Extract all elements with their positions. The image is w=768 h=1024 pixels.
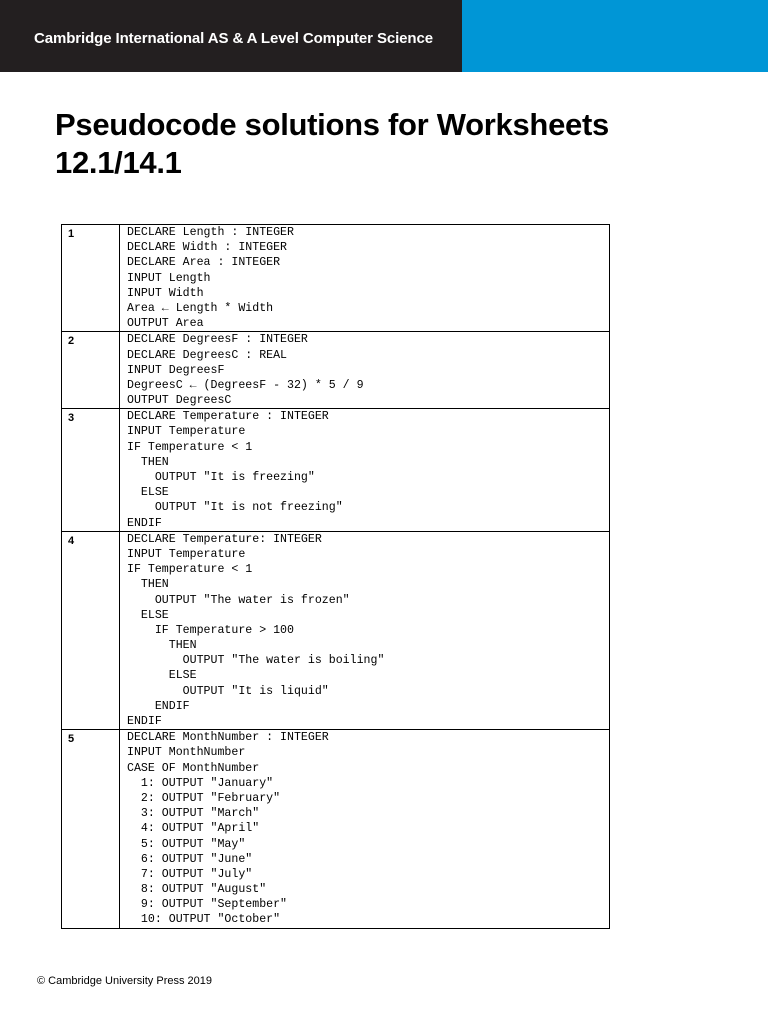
- code-line: INPUT Width: [127, 286, 204, 300]
- code-line: IF Temperature < 1: [127, 563, 253, 577]
- code-line: DECLARE MonthNumber : INTEGER: [127, 731, 329, 745]
- code-line: ENDIF: [127, 516, 162, 530]
- code-line: 9: OUTPUT "September": [127, 898, 288, 912]
- pseudocode-cell: [120, 409, 610, 532]
- question-number: 1: [62, 225, 120, 332]
- code-line: CASE OF MonthNumber: [127, 761, 260, 775]
- code-line: 8: OUTPUT "August": [127, 883, 267, 897]
- code-line: INPUT Length: [127, 271, 211, 285]
- page-title: Pseudocode solutions for Worksheets 12.1/14.1: [55, 107, 609, 180]
- code-line: DECLARE Temperature: INTEGER: [127, 532, 322, 546]
- code-line: OUTPUT "The water is boiling": [127, 654, 385, 668]
- code-line: ENDIF: [127, 715, 162, 728]
- code-line: DegreesC ← (DegreesF - 32) * 5 / 9: [127, 378, 364, 392]
- pseudocode-cell: [120, 225, 610, 332]
- code-line: OUTPUT DegreesC: [127, 394, 232, 408]
- code-line: DECLARE Length : INTEGER: [127, 226, 294, 239]
- code-line: 3: OUTPUT "March": [127, 807, 260, 821]
- code-line: INPUT Temperature: [127, 547, 246, 561]
- code-line: 2: OUTPUT "February": [127, 791, 281, 805]
- code-line: DECLARE Temperature : INTEGER: [127, 410, 329, 424]
- question-number: 2: [62, 332, 120, 409]
- question-number: 3: [62, 409, 120, 532]
- question-number: 5: [62, 730, 120, 928]
- code-line: ELSE: [127, 608, 169, 622]
- code-line: 4: OUTPUT "April": [127, 822, 260, 836]
- code-line: 5: OUTPUT "May": [127, 837, 246, 851]
- code-line: DECLARE DegreesC : REAL: [127, 348, 288, 362]
- question-number: 4: [62, 531, 120, 729]
- code-line: ELSE: [127, 486, 169, 500]
- solutions-table-body: [62, 225, 610, 929]
- pseudocode-cell: [120, 332, 610, 409]
- code-line: DECLARE Width : INTEGER: [127, 241, 288, 255]
- solution-row: [62, 730, 610, 928]
- solution-row: [62, 409, 610, 532]
- solution-row: [62, 225, 610, 332]
- solution-row: [62, 332, 610, 409]
- code-line: DECLARE DegreesF : INTEGER: [127, 333, 308, 347]
- code-line: OUTPUT "The water is frozen": [127, 593, 350, 607]
- code-line: THEN: [127, 455, 169, 469]
- code-line: IF Temperature < 1: [127, 440, 253, 454]
- solutions-table: [61, 224, 610, 929]
- solution-row: [62, 531, 610, 729]
- code-line: OUTPUT "It is not freezing": [127, 501, 343, 515]
- code-line: OUTPUT Area: [127, 317, 204, 331]
- code-line: IF Temperature > 100: [127, 623, 294, 637]
- pseudocode-cell: [120, 730, 610, 928]
- header-title: Cambridge International AS & A Level Computer Science: [34, 30, 433, 47]
- code-line: 7: OUTPUT "July": [127, 867, 253, 881]
- pseudocode-cell: [120, 531, 610, 729]
- code-line: ENDIF: [127, 699, 190, 713]
- code-line: 1: OUTPUT "January": [127, 776, 274, 790]
- code-line: OUTPUT "It is liquid": [127, 684, 329, 698]
- code-line: 10: OUTPUT "October": [127, 913, 281, 927]
- code-line: INPUT DegreesF: [127, 363, 225, 377]
- code-line: INPUT MonthNumber: [127, 746, 246, 760]
- header-accent-block: [462, 0, 768, 72]
- code-line: 6: OUTPUT "June": [127, 852, 253, 866]
- code-line: THEN: [127, 578, 169, 592]
- code-line: INPUT Temperature: [127, 425, 246, 439]
- code-line: OUTPUT "It is freezing": [127, 471, 315, 484]
- code-line: DECLARE Area : INTEGER: [127, 256, 281, 270]
- code-line: ELSE: [127, 669, 197, 683]
- copyright-footer: © Cambridge University Press 2019: [37, 975, 213, 987]
- code-line: THEN: [127, 639, 197, 653]
- code-line: Area ← Length * Width: [127, 301, 274, 315]
